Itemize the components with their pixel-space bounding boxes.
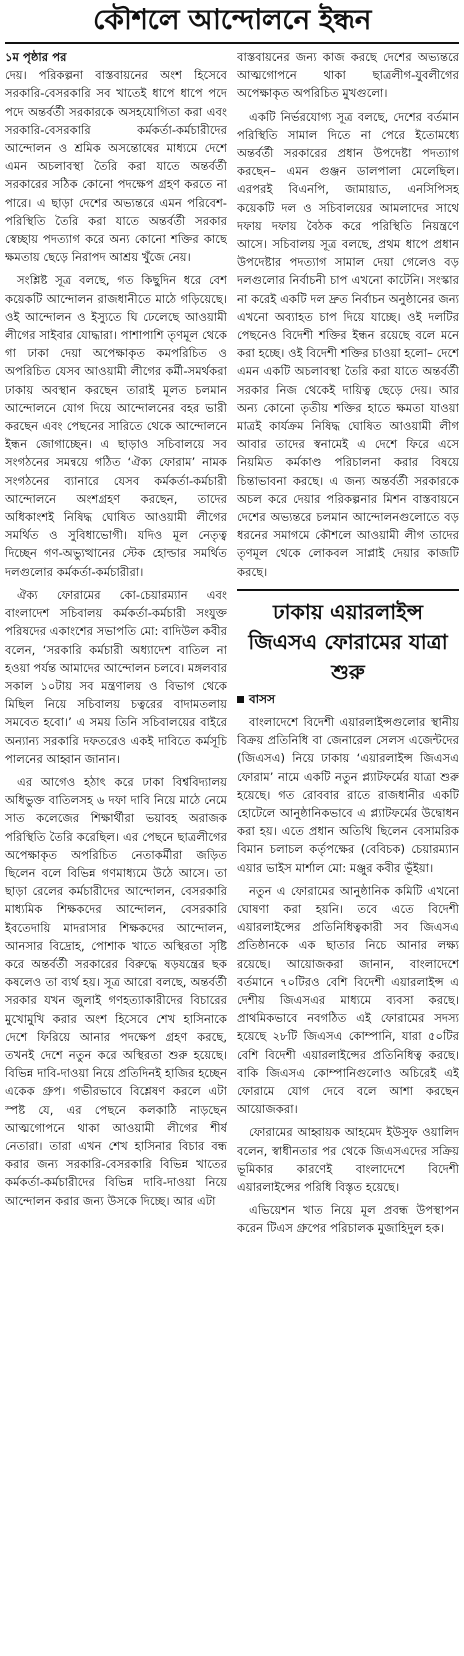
sub-headline: ঢাকায় এয়ারলাইন্স জিএসএ ফোরামের যাত্রা শুরু [237, 589, 459, 687]
sub-paragraph-4: এভিয়েশন খাত নিয়ে মূল প্রবন্ধ উপস্থাপন করেন টিএস গ্রুপের পরিচালক মুজাহিদুল হক। [237, 1203, 459, 1236]
right-paragraph-2: একটি নির্ভরযোগ্য সূত্র বলছে, দেশের বর্তমান পরিস্থিতি সামাল দিতে না পেরে ইতোমধ্যে অন্তর্বর্তী সরকারের প্রধান উপদেষ্টা পদত্যাগ করছেন– এমন গুঞ্জন ডালপালা মেলেছিল। এরপরই বিএনপি, জামায়াত, এনসিপিসহ কয়েকটি দল ও সচিবালয়ের আমলাদের সাথে দফায় দফায় বৈঠক করে পরিস্থিতি নিয়ন্ত্রণে আসে। সচিবালয় সূত্র বলছে, প্রথম ধাপে প্রধান উপদেষ্টার পদত্যাগ সামাল দেয়া গেলেও বড় দলগুলোর নির্বাচনী চাপ এখনো কাটেনি। সংস্কার না করেই একটি দল দ্রুত নির্বাচন অনুষ্ঠানের জন্য এখনো অব্যাহত চাপ দিয়ে যাচ্ছে। ওই দলটির পেছনেও বিদেশী শক্তির ইন্ধন রয়েছে বলে মনে করা হচ্ছে। ওই বিদেশী শক্তির চাওয়া হলো– দেশে এমন একটি অচলাবস্থা তৈরি করা যাতে অন্তর্বর্তী সরকার নিজ থেকেই দায়িত্ব ছেড়ে দেয়। আর অন্য কোনো তৃতীয় শক্তির হাতে ক্ষমতা যাওয়া মাত্রই কার্যক্রম নিষিদ্ধ ঘোষিত আওয়ামী লীগ আবার তাদের স্বনামেই এ দেশে ফিরে এসে নিয়মিত কর্মকাণ্ড পরিচালনা করার বিষয়ে চিন্তাভাবনা করছে। এ জন্য অন্তর্বর্তী সরকারকে অচল করে দেয়ার পরিকল্পনার মিশন বাস্তবায়নে দেশের অভ্যন্তরে চলমান আন্দোলনগুলোতে বড় ধরনের সমাগমে কৌশলে আওয়ামী লীগ তাদের তৃণমূল থেকে লোকবল সাপ্লাই দেয়ার কাজটি করছে। [237, 109, 459, 579]
right-column [237, 48, 459, 1243]
continued-label: ১ম পৃষ্ঠার পর [5, 50, 67, 64]
left-paragraph-3: ঐক্য ফোরামের কো-চেয়ারম্যান এবং বাংলাদেশ সচিবালয় কর্মকর্তা-কর্মচারী সংযুক্ত পরিষদের একাংশের সভাপতি মো: বাদিউল কবীর বলেন, ‘সরকারি কর্মচারী অধ্যাদেশ বাতিল না হওয়া পর্যন্ত আমাদের আন্দোলন চলবে। মঙ্গলবার সকাল ১০টায় সব মন্ত্রণালয় ও বিভাগ থেকে মিছিল নিয়ে সচিবালয় চত্বরের বাদামতলায় সমবেত হবো।’ এ সময় তিনি সচিবালয়ের বাইরে অন্যান্য সরকারি দফতরেও একই দাবিতে কর্মসূচি পালনের আহ্বান জানান। [5, 587, 227, 766]
left-column [5, 48, 227, 1243]
left-paragraph-1-text: দেয়। পরিকল্পনা বাস্তবায়নের অংশ হিসেবে সরকারি-বেসরকারি সব খাতেই ধাপে ধাপে পদে পদে অন্তর্বর্তী সরকারকে অসহযোগিতা করা এবং সরকারি-বেসরকারি কর্মকর্তা-কর্মচারীদের আন্দোলন ও শ্রমিক অসন্তোষের মাধ্যমে দেশে এমন অচলাবস্থা তৈরি করা যাতে অন্তর্বর্তী সরকারের সঠিক কোনো পদক্ষেপ গ্রহণ করতে না পারে। এ ছাড়া দেশের অভ্যন্তরে এমন পরিবেশ-পরিস্থিতি তৈরি করা যাতে অন্তর্বর্তী সরকার স্বেচ্ছায় পদত্যাগ করে অন্য কোনো শক্তির কাছে ক্ষমতায় ছেড়ে নিরাপদ আশ্রয় খুঁজে নেয়। [5, 68, 227, 265]
right-paragraph-1: বাস্তবায়নের জন্য কাজ করছে দেশের অভ্যন্তরে আত্মগোপনে থাকা ছাত্রলীগ-যুবলীগের অপেক্ষাকৃত অপরিচিত মুখগুলো। [237, 50, 459, 101]
sub-paragraph-2: নতুন এ ফোরামের আনুষ্ঠানিক কমিটি এখনো ঘোষণা করা হয়নি। তবে এতে বিদেশী এয়ারলাইন্সের প্রতিনিধিত্বকারী সব জিএসএ প্রতিষ্ঠানকে এক ছাতার নিচে আনার লক্ষ্য রয়েছে। আয়োজকরা জানান, বাংলাদেশে বর্তমানে ৭০টিরও বেশি বিদেশী এয়ারলাইন্স এ দেশীয় জিএসএর মাধ্যমে ব্যবসা করছে। প্রাথমিকভাবে নবগঠিত এই ফোরামের সদস্য হয়েছে ২৮টি জিএসএ কোম্পানি, যারা ৫০টির বেশি বিদেশী এয়ারলাইন্সের প্রতিনিধিত্ব করছে। বাকি জিএসএ কোম্পানিগুলোও অচিরেই এই ফোরামে যোগ দেবে বলে আশা করছেন আয়োজকরা। [237, 883, 459, 1117]
left-paragraph-4: এর আগেও হঠাৎ করে ঢাকা বিশ্ববিদ্যালয় অধিভুক্ত বাতিলসহ ৬ দফা দাবি নিয়ে মাঠে নেমে সাত কলেজের শিক্ষার্থীরা ভয়াবহ অরাজক পরিস্থিতি তৈরি করেছিল। এর পেছনে ছাত্রলীগের অপেক্ষাকৃত অপরিচিত নেতাকর্মীরা জড়িত ছিলেন বলে বিভিন্ন গণমাধ্যমে উঠে আসে। তা ছাড়া রেলের কর্মচারীদের আন্দোলন, বেসরকারি মাধ্যমিক শিক্ষকদের আন্দোলন, বেসরকারি ইবতেদায়ি মাদরাসার শিক্ষকদের আন্দোলন, আনসার বিদ্রোহ, পোশাক খাতে অস্থিরতা সৃষ্টি করে অন্তর্বর্তী সরকারের বিরুদ্ধে ষড়যন্ত্রের ছক কষলেও তা ব্যর্থ হয়। সূত্র আরো বলছে, অন্তর্বর্তী সরকার যখন জুলাই গণহত্যাকারীদের বিচারের মুখোমুখি করার অংশ হিসেবে শেখ হাসিনাকে দেশে ফিরিয়ে আনার পদক্ষেপ গ্রহণ করছে, তখনই দেশে নতুন করে অস্থিরতা শুরু হয়েছে। বিভিন্ন দাবি-দাওয়া নিয়ে প্রতিদিনই হাজির হচ্ছেন একেক গ্রুপ। গভীরভাবে বিশ্লেষণ করলে এটা স্পষ্ট যে, এর পেছনে কলকাঠি নাড়ছেন আত্মগোপনে থাকা আওয়ামী লীগের শীর্ষ নেতারা। তারা এখন শেখ হাসিনার বিচার বন্ধ করার জন্য সরকারি-বেসরকারি বিভিন্ন খাতের কর্মকর্তা-কর্মচারীদের বিভিন্ন দাবি-দাওয়া নিয়ে আন্দোলন করার জন্য উসকে দিচ্ছে। আর এটা [5, 774, 227, 1208]
byline [237, 691, 459, 711]
byline-text: বাসস [249, 691, 276, 706]
sub-paragraph-3: ফোরামের আহ্বায়ক আহমেদ ইউসুফ ওয়ালিদ বলেন, স্বাধীনতার পর থেকে জিএসএদের সক্রিয় ভূমিকার কারণেই বাংলাদেশে বিদেশী এয়ারলাইন্সের পরিধি বিস্তৃত হয়েছে। [237, 1125, 459, 1194]
left-paragraph-2: সংশ্লিষ্ট সূত্র বলছে, গত কিছুদিন ধরে বেশ কয়েকটি আন্দোলন রাজধানীতে মাঠে গড়িয়েছে। ওই আন্দোলন ও ইস্যুতে ঘি ঢেলেছে আওয়ামী লীগের সাইবার যোদ্ধারা। পাশাপাশি তৃণমূল থেকে গা ঢাকা দেয়া অপেক্ষাকৃত কমপরিচিত ও অপরিচিত যেসব আওয়ামী লীগের কর্মী-সমর্থকরা ঢাকায় অবস্থান করছেন তারাই মূলত চলমান আন্দোলনে যোগ দিয়ে আন্দোলনের বহর ভারী করছেন এবং পেছনের সারিতে থেকে আন্দোলনে ইন্ধন জোগাচ্ছেন। এ ছাড়াও সচিবালয়ে সব সংগঠনের সমন্বয়ে গঠিত ‘ঐক্য ফোরাম’ নামক সংগঠনের ব্যানারে যেসব কর্মকর্তা-কর্মচারী আন্দোলনে অংশগ্রহণ করছেন, তাদের অধিকাংশই নিষিদ্ধ ঘোষিত আওয়ামী লীগের সমর্থিত ও সুবিধাভোগী। যদিও মূল নেতৃত্ব দিচ্ছেন গণ-অভ্যুত্থানের স্টেক হোল্ডার সমর্থিত দলগুলোর কর্মকর্তা-কর্মচারীরা। [5, 273, 227, 579]
left-paragraph-1 [5, 48, 227, 266]
sub-paragraph-1: বাংলাদেশে বিদেশী এয়ারলাইন্সগুলোর স্থানীয় বিক্রয় প্রতিনিধি বা জেনারেল সেলস এজেন্টদের (জিএসএ) নিয়ে ঢাকায় ‘এয়ারলাইন্স জিএসএ ফোরাম’ নামে একটি নতুন প্ল্যাটফর্মের যাত্রা শুরু হয়েছে। গত রোববার রাতে রাজধানীর একটি হোটেলে আনুষ্ঠানিকভাবে এ প্ল্যাটফর্মের উদ্বোধন করা হয়। এতে প্রধান অতিথি ছিলেন বেসামরিক বিমান চলাচল কর্তৃপক্ষের (বেবিচক) চেয়ারম্যান এয়ার ভাইস মার্শাল মো: মঞ্জুর কবীর ভূঁইয়া। [237, 714, 459, 875]
headline: কৌশলে আন্দোলনে ইন্ধন [5, 0, 459, 44]
article-columns [5, 48, 459, 1243]
bullet-square-icon [237, 696, 244, 703]
